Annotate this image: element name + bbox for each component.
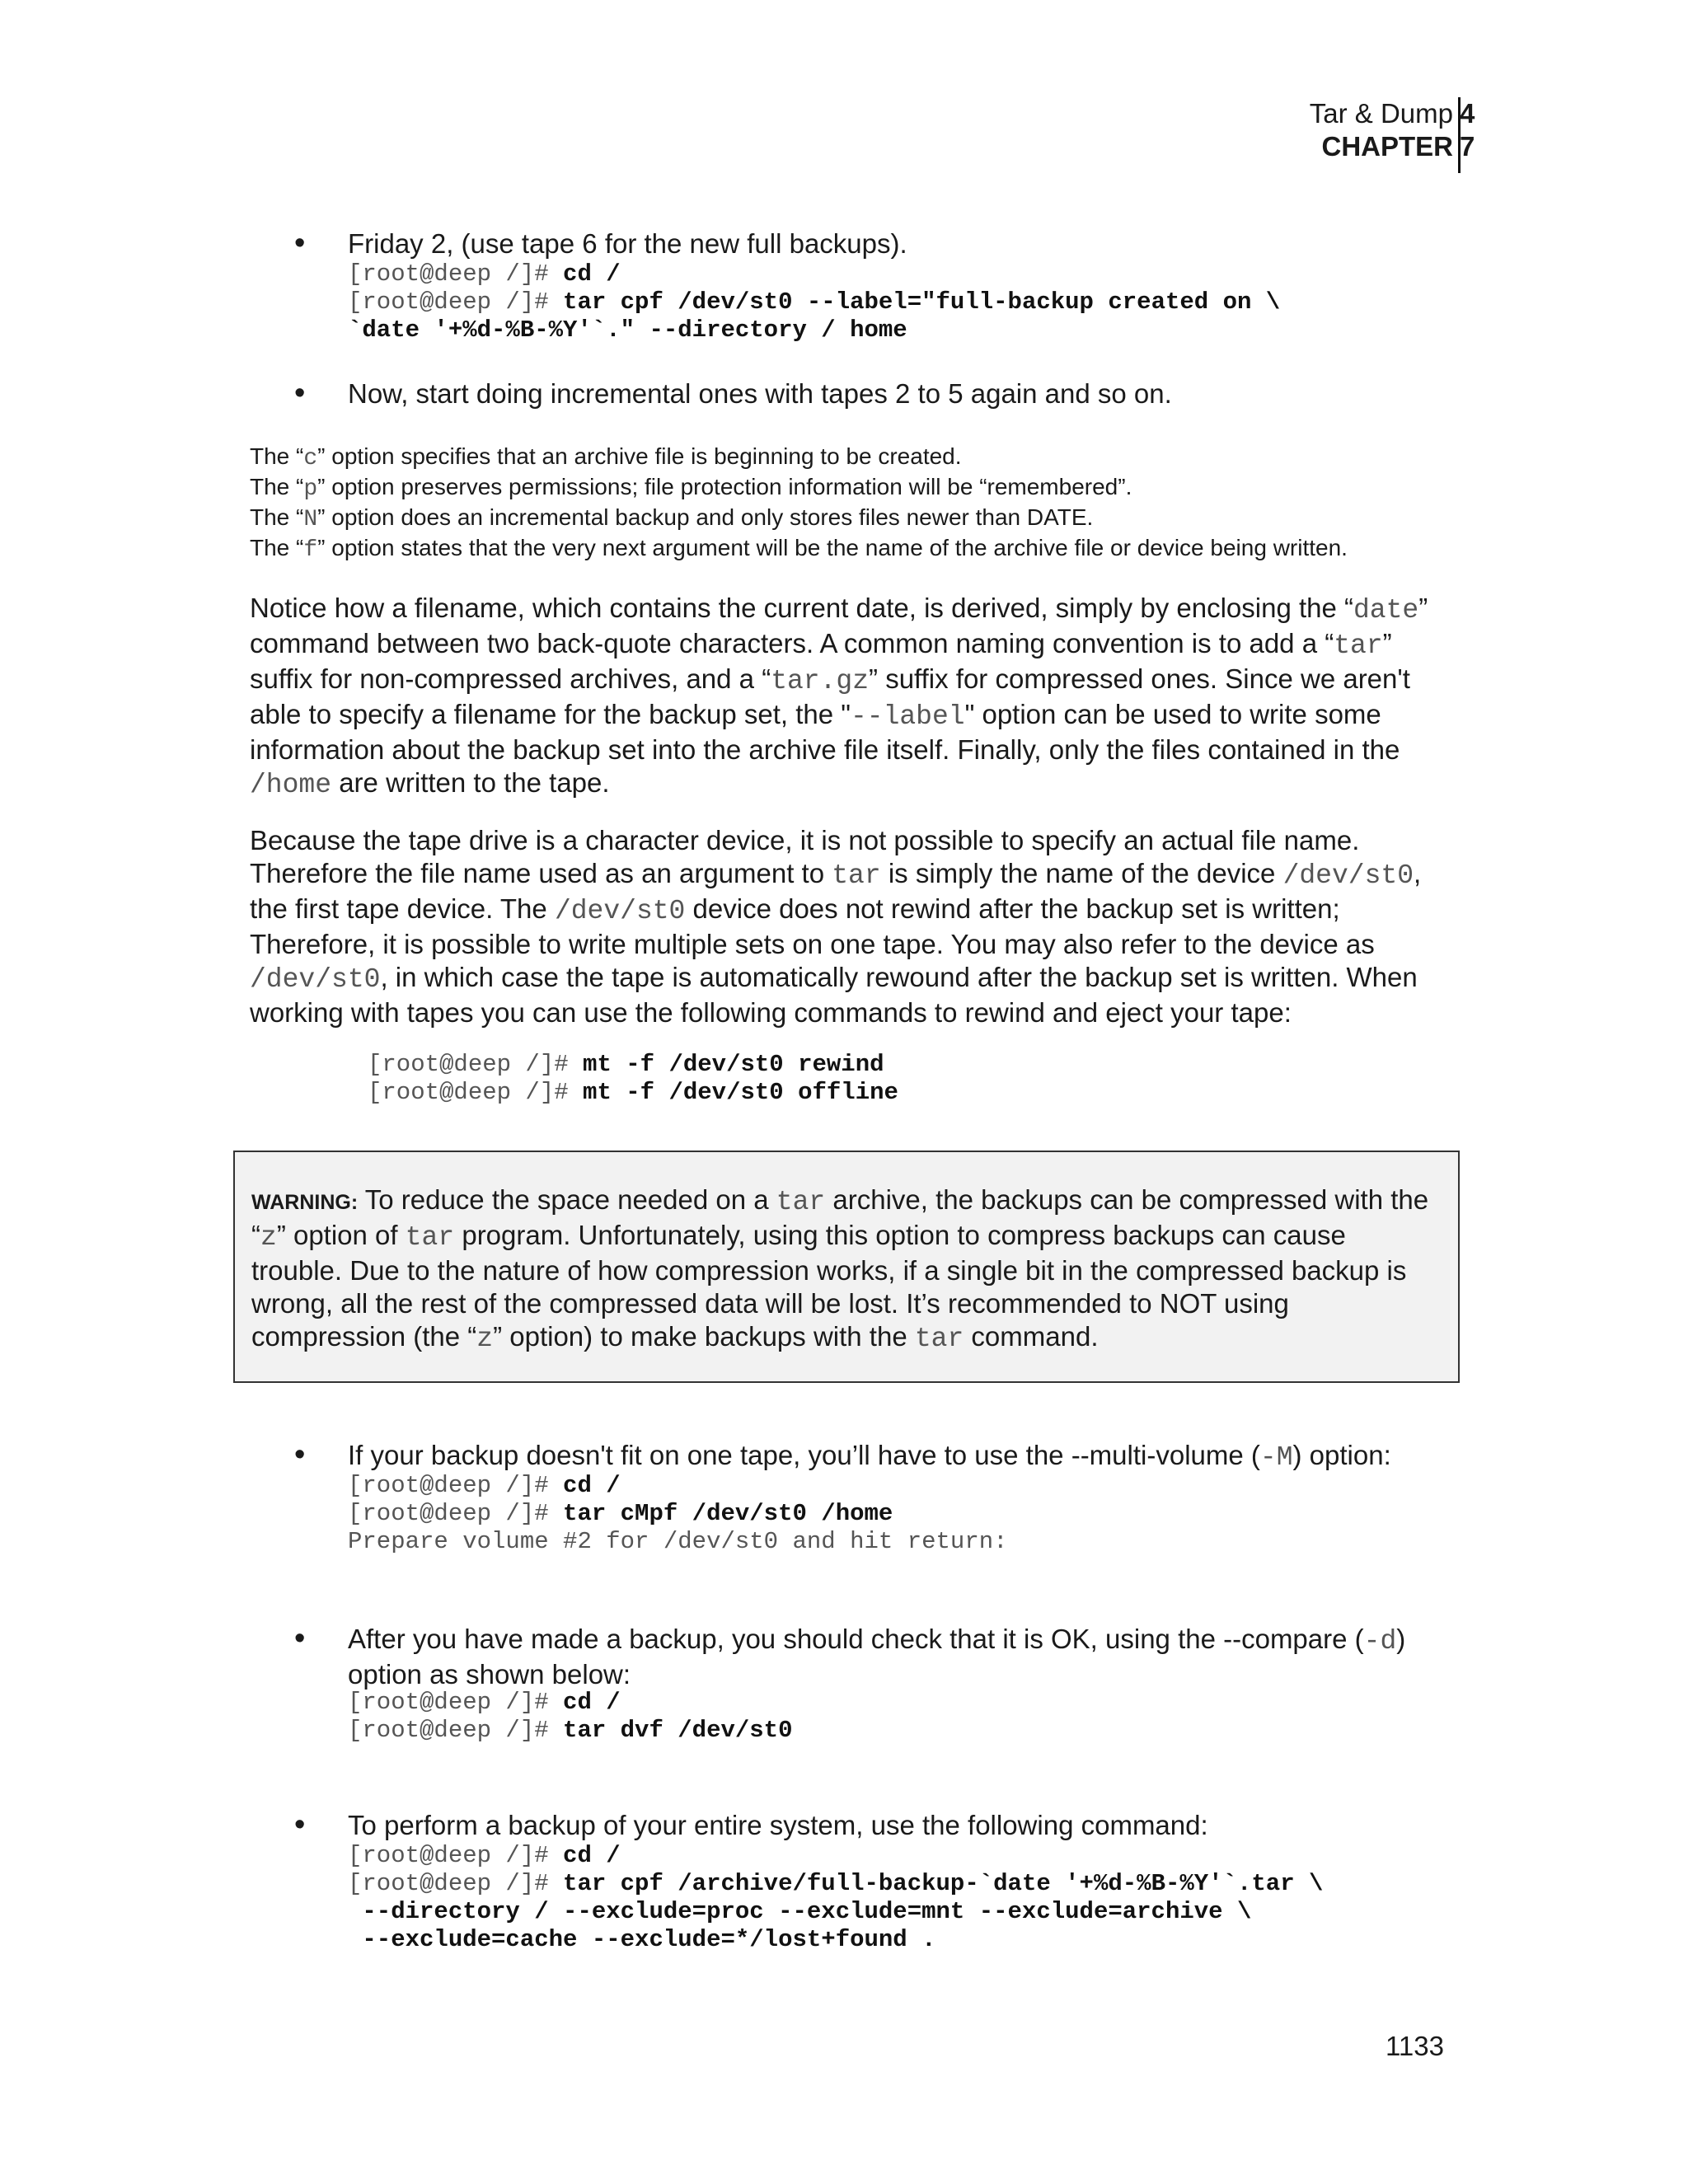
option-c-line: The “c” option specifies that an archive file is beginning to be created. xyxy=(250,443,962,471)
bullet-now-text: Now, start doing incremental ones with tapes 2 to 5 again and so on. xyxy=(348,378,1172,409)
code-block-mt: [root@deep /]# mt -f /dev/st0 rewind [root@deep /]# mt -f /dev/st0 offline xyxy=(368,1051,898,1106)
running-header xyxy=(1310,97,1453,163)
bullet-marker: • xyxy=(294,226,306,260)
code-block-fullsystem: [root@deep /]# cd / [root@deep /]# tar cpf /archive/full-backup-`date '+%d-%B-%Y'`.tar \ --directory / --exclude=proc --exclude=mnt --exclude=archive \ --exclude=cache --exclude=*/lost+found . xyxy=(348,1842,1324,1953)
header-chapter-label: CHAPTER xyxy=(1321,131,1453,162)
bullet-friday-text: Friday 2, (use tape 6 for the new full backups). xyxy=(348,228,907,259)
bullet-marker: • xyxy=(294,1621,306,1656)
option-p-line: The “p” option preserves permissions; file protection information will be “remembered”. xyxy=(250,474,1132,502)
header-chapter-number: 4 7 xyxy=(1460,98,1475,162)
warning-label: WARNING: xyxy=(251,1191,359,1214)
option-n-line: The “N” option does an incremental backup and only stores files newer than DATE. xyxy=(250,504,1094,532)
bullet-marker: • xyxy=(294,376,306,410)
bullet-compare-text: After you have made a backup, you should check that it is OK, using the --compare (-d) option as shown below: xyxy=(348,1624,1406,1690)
option-f-line: The “f” option states that the very next argument will be the name of the archive file or device being written. xyxy=(250,535,1348,563)
paragraph-tape-device: Because the tape drive is a character device, it is not possible to specify an actual file name. Therefore the file name used as an argument to tar is simply the name of the device /dev/st0, the first tape device. The /dev/st0 device does not rewind after the backup set is written; Therefore, it is possible to write multiple sets on one tape. You may also refer to the device as /dev/st0, in which case the tape is automatically rewound after the backup set is written. When working with tapes you can use the following commands to rewind and eject your tape: xyxy=(250,825,1422,1028)
warning-text: WARNING: To reduce the space needed on a tar archive, the backups can be compressed with the “z” option of tar program. Unfortunately, using this option to compress backups can cause trouble. Due to the nature of how compression works, if a single bit in the compressed backup is wrong, all the rest of the compressed data will be lost. It’s recommended to NOT using compression (the “z” option) to make backups with the tar command. xyxy=(251,1184,1429,1354)
bullet-fullsystem-text: To perform a backup of your entire system, use the following command: xyxy=(348,1810,1208,1840)
paragraph-date-naming: Notice how a filename, which contains the current date, is derived, simply by enclosing the “date” command between two back-quote characters. A common naming convention is to add a “tar” suffix for non-compressed archives, and a “tar.gz” suffix for compressed ones. Since we aren't able to specify a filename for the backup set, the "--label" option can be used to write some information about the backup set into the archive file itself. Finally, only the files contained in the /home are written to the tape. xyxy=(250,593,1428,800)
code-block-compare: [root@deep /]# cd / [root@deep /]# tar dvf /dev/st0 xyxy=(348,1689,793,1744)
bullet-marker: • xyxy=(294,1807,306,1842)
bullet-multivolume-text: If your backup doesn't fit on one tape, you’ll have to use the --multi-volume (-M) option: xyxy=(348,1440,1391,1473)
bullet-marker: • xyxy=(294,1437,306,1472)
code-block-friday: [root@deep /]# cd / [root@deep /]# tar cpf /dev/st0 --label="full-backup created on \ `date '+%d-%B-%Y'`." --directory / home xyxy=(348,260,1281,344)
code-block-multivolume: [root@deep /]# cd / [root@deep /]# tar cMpf /dev/st0 /home Prepare volume #2 for /dev/st0 and hit return: xyxy=(348,1472,1008,1555)
header-title: Tar & Dump xyxy=(1309,98,1453,129)
page-number: 1133 xyxy=(1386,2031,1444,2061)
warning-box xyxy=(233,1151,1460,1383)
